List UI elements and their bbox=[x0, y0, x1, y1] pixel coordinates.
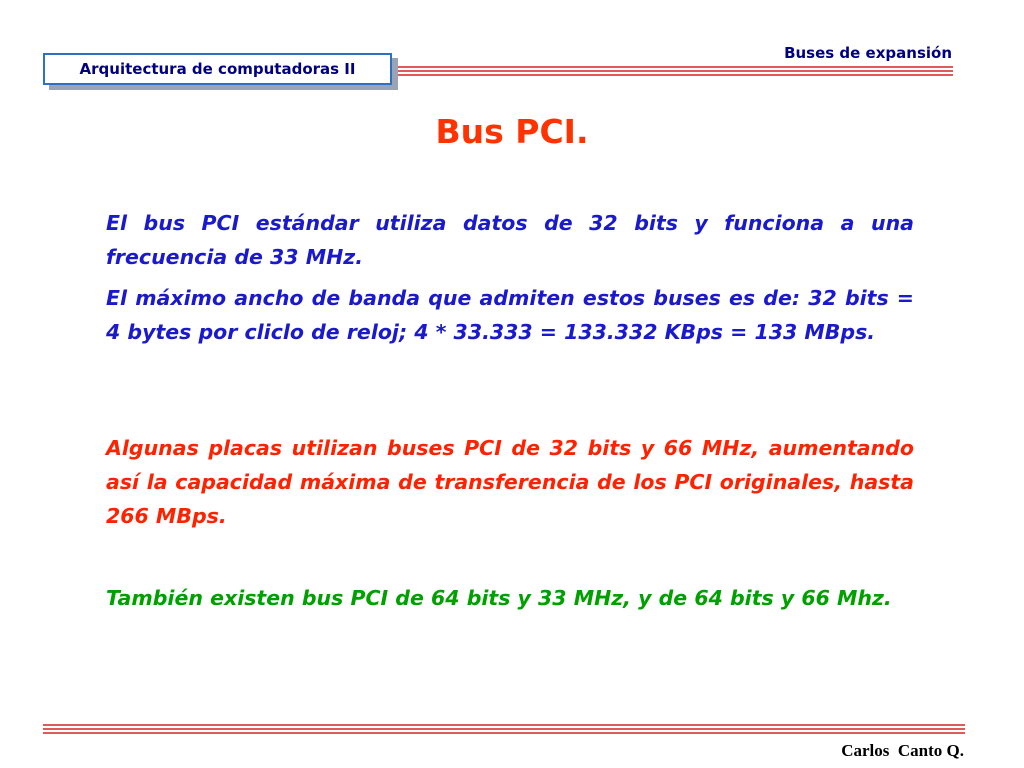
paragraph-66mhz-boards: Algunas placas utilizan buses PCI de 32 bits y 66 MHz, aumentando así la capacidad máxima de transferencia de los PCI originales, hasta 266 MBps. bbox=[106, 436, 914, 528]
course-title-frame bbox=[43, 53, 392, 85]
course-title: Arquitectura de computadoras II bbox=[79, 60, 356, 78]
paragraph-64bit-variants: También existen bus PCI de 64 bits y 33 MHz, y de 64 bits y 66 Mhz. bbox=[106, 586, 892, 610]
paragraph-pci-standard: El bus PCI estándar utiliza datos de 32 bits y funciona a una frecuencia de 33 MHz. bbox=[106, 211, 914, 269]
footer-rule-line bbox=[43, 728, 965, 730]
header-rule-line bbox=[398, 66, 953, 68]
header-rule-line bbox=[398, 74, 953, 76]
author-name: Carlos Canto Q. bbox=[841, 741, 964, 760]
header-rule bbox=[398, 66, 953, 76]
header-rule-line bbox=[398, 70, 953, 72]
course-title-box bbox=[43, 53, 398, 90]
footer-rule-line bbox=[43, 724, 965, 726]
section-title: Buses de expansión bbox=[784, 44, 952, 62]
footer-rule-line bbox=[43, 732, 965, 734]
paragraph-bandwidth: El máximo ancho de banda que admiten estos buses es de: 32 bits = 4 bytes por cliclo de reloj; 4 * 33.333 = 133.332 KBps = 133 MBps. bbox=[106, 286, 914, 344]
slide-title: Bus PCI. bbox=[435, 112, 589, 151]
footer-rule bbox=[43, 724, 965, 734]
